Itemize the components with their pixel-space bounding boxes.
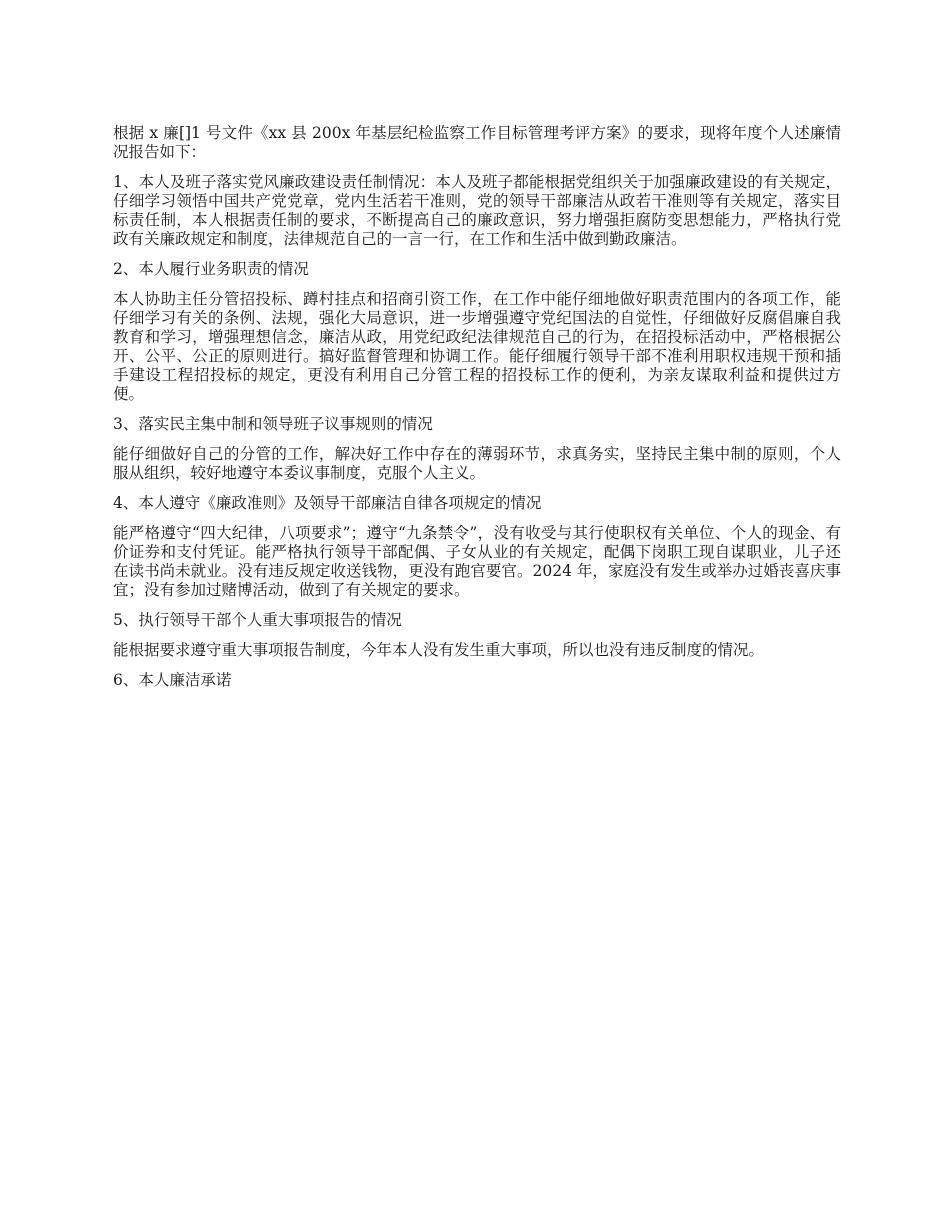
document-body xyxy=(113,124,841,701)
section-5-paragraph: 能根据要求遵守重大事项报告制度，今年本人没有发生重大事项，所以也没有违反制度的情况。 xyxy=(113,641,765,659)
section-1-paragraph: 1、本人及班子落实党风廉政建设责任制情况：本人及班子都能根据党组织关于加强廉政建设的有关规定，仔细学习领悟中国共产党党章，党内生活若干准则，党的领导干部廉洁从政若干准则等有关规定，落实目标责任制，本人根据责任制的要求，不断提高自己的廉政意识，努力增强拒腐防变思想能力，严格执行党政有关廉政规定和制度，法律规范自己的一言一行，在工作和生活中做到勤政廉洁。 xyxy=(113,173,841,248)
section-3-paragraph: 能仔细做好自己的分管的工作，解决好工作中存在的薄弱环节，求真务实，坚持民主集中制的原则，个人服从组织，较好地遵守本委议事制度，克服个人主义。 xyxy=(113,445,841,482)
section-6-heading: 6、本人廉洁承诺 xyxy=(113,671,232,689)
section-2-paragraph: 本人协助主任分管招投标、蹲村挂点和招商引资工作，在工作中能仔细地做好职责范围内的各项工作，能仔细学习有关的条例、法规，强化大局意识，进一步增强遵守党纪国法的自觉性，仔细做好反腐倡廉自我教育和学习，增强理想信念，廉洁从政，用党纪政纪法律规范自己的行为，在招投标活动中，严格根据公开、公平、公正的原则进行。搞好监督管理和协调工作。能仔细履行领导干部不准利用职权违规干预和插手建设工程招投标的规定，更没有利用自己分管工程的招投标工作的便利，为亲友谋取利益和提供过方便。 xyxy=(113,290,841,403)
section-2-heading: 2、本人履行业务职责的情况 xyxy=(113,260,309,278)
intro-paragraph: 根据 x 廉[]1 号文件《xx 县 200x 年基层纪检监察工作目标管理考评方案》的要求，现将年度个人述廉情况报告如下： xyxy=(113,124,841,161)
section-3-heading: 3、落实民主集中制和领导班子议事规则的情况 xyxy=(113,415,433,433)
section-5-heading: 5、执行领导干部个人重大事项报告的情况 xyxy=(113,611,402,629)
section-4-paragraph: 能严格遵守“四大纪律，八项要求”；遵守“九条禁令”，没有收受与其行使职权有关单位、个人的现金、有价证券和支付凭证。能严格执行领导干部配偶、子女从业的有关规定，配偶下岗职工现自谋职业，儿子还在读书尚未就业。没有违反规定收送钱物，更没有跑官要官。2024 年，家庭没有发生或举办过婚丧喜庆事宜；没有参加过赌博活动，做到了有关规定的要求。 xyxy=(113,524,841,599)
section-4-heading: 4、本人遵守《廉政准则》及领导干部廉洁自律各项规定的情况 xyxy=(113,494,542,512)
